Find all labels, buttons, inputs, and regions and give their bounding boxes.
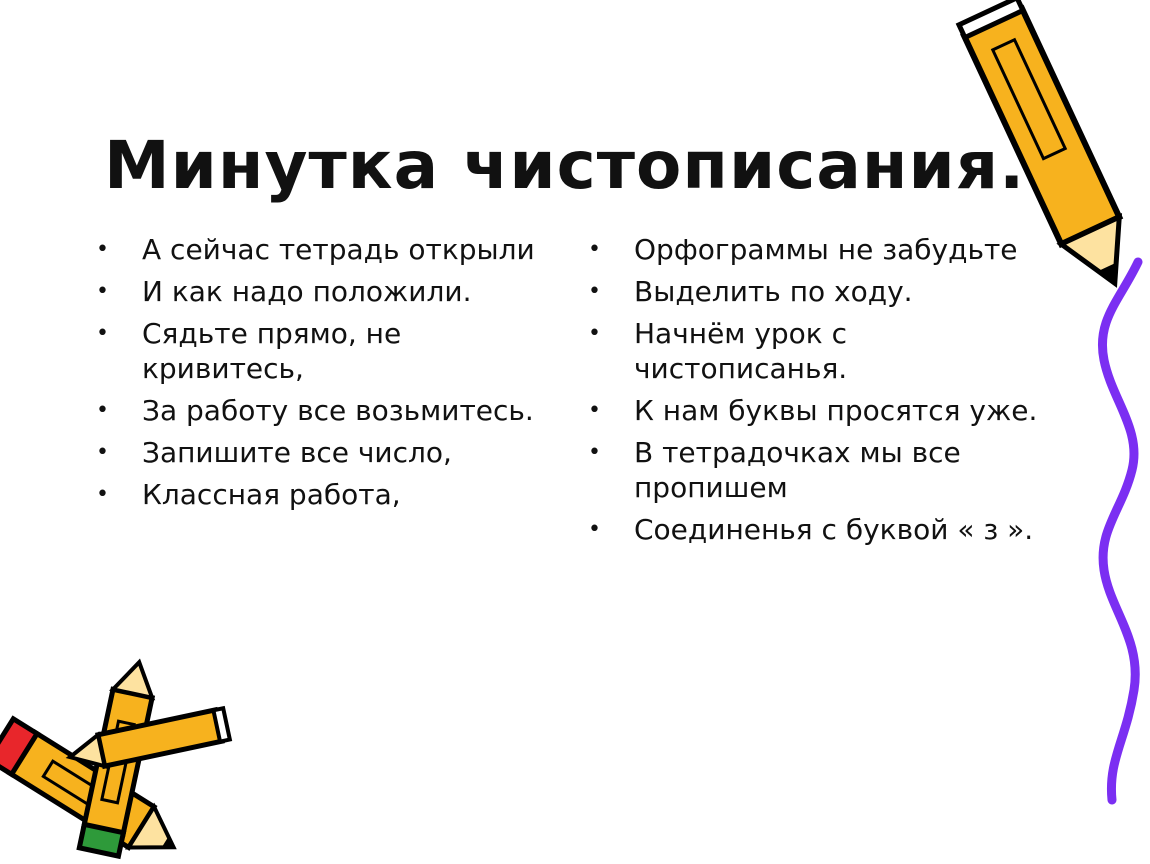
bullet: • xyxy=(588,398,601,423)
list-item-text: Начнём урок с чистописанья. xyxy=(634,317,848,385)
bullet: • xyxy=(96,279,109,304)
list-item-text: Орфограммы не забудьте xyxy=(634,233,1018,266)
list-item-text: В тетрадочках мы все пропишем xyxy=(634,436,961,504)
list-item-text: К нам буквы просятся уже. xyxy=(634,394,1038,427)
list-item xyxy=(96,274,566,309)
bullet: • xyxy=(588,440,601,465)
list-item xyxy=(588,393,1058,428)
list-item xyxy=(588,435,1058,505)
list-item-text: Классная работа, xyxy=(142,478,401,511)
list-item xyxy=(588,232,1058,267)
list-item-text: Выделить по ходу. xyxy=(634,275,913,308)
bullet: • xyxy=(96,440,109,465)
list-item-text: И как надо положили. xyxy=(142,275,472,308)
bullet: • xyxy=(588,321,601,346)
bullet: • xyxy=(96,398,109,423)
list-item xyxy=(96,435,566,470)
bullet: • xyxy=(96,482,109,507)
bullet: • xyxy=(96,237,109,262)
slide-title: Минутка чистописания. xyxy=(104,127,1026,204)
list-item-text: Соединенья с буквой « з ». xyxy=(634,513,1034,546)
bullet: • xyxy=(588,517,601,542)
list-item xyxy=(96,393,566,428)
list-item-text: Сядьте прямо, не кривитесь, xyxy=(142,317,402,385)
bullet: • xyxy=(588,279,601,304)
list-item-text: А сейчас тетрадь открыли xyxy=(142,233,535,266)
list-item xyxy=(588,316,1058,386)
list-item-text: Запишите все число, xyxy=(142,436,452,469)
list-item-text: За работу все возьмитесь. xyxy=(142,394,534,427)
left-column-list xyxy=(96,232,566,519)
bullet: • xyxy=(96,321,109,346)
list-item xyxy=(96,232,566,267)
list-item xyxy=(588,512,1058,547)
bullet: • xyxy=(588,237,601,262)
list-item xyxy=(588,274,1058,309)
list-item xyxy=(96,477,566,512)
right-column-list xyxy=(588,232,1058,554)
list-item xyxy=(96,316,566,386)
